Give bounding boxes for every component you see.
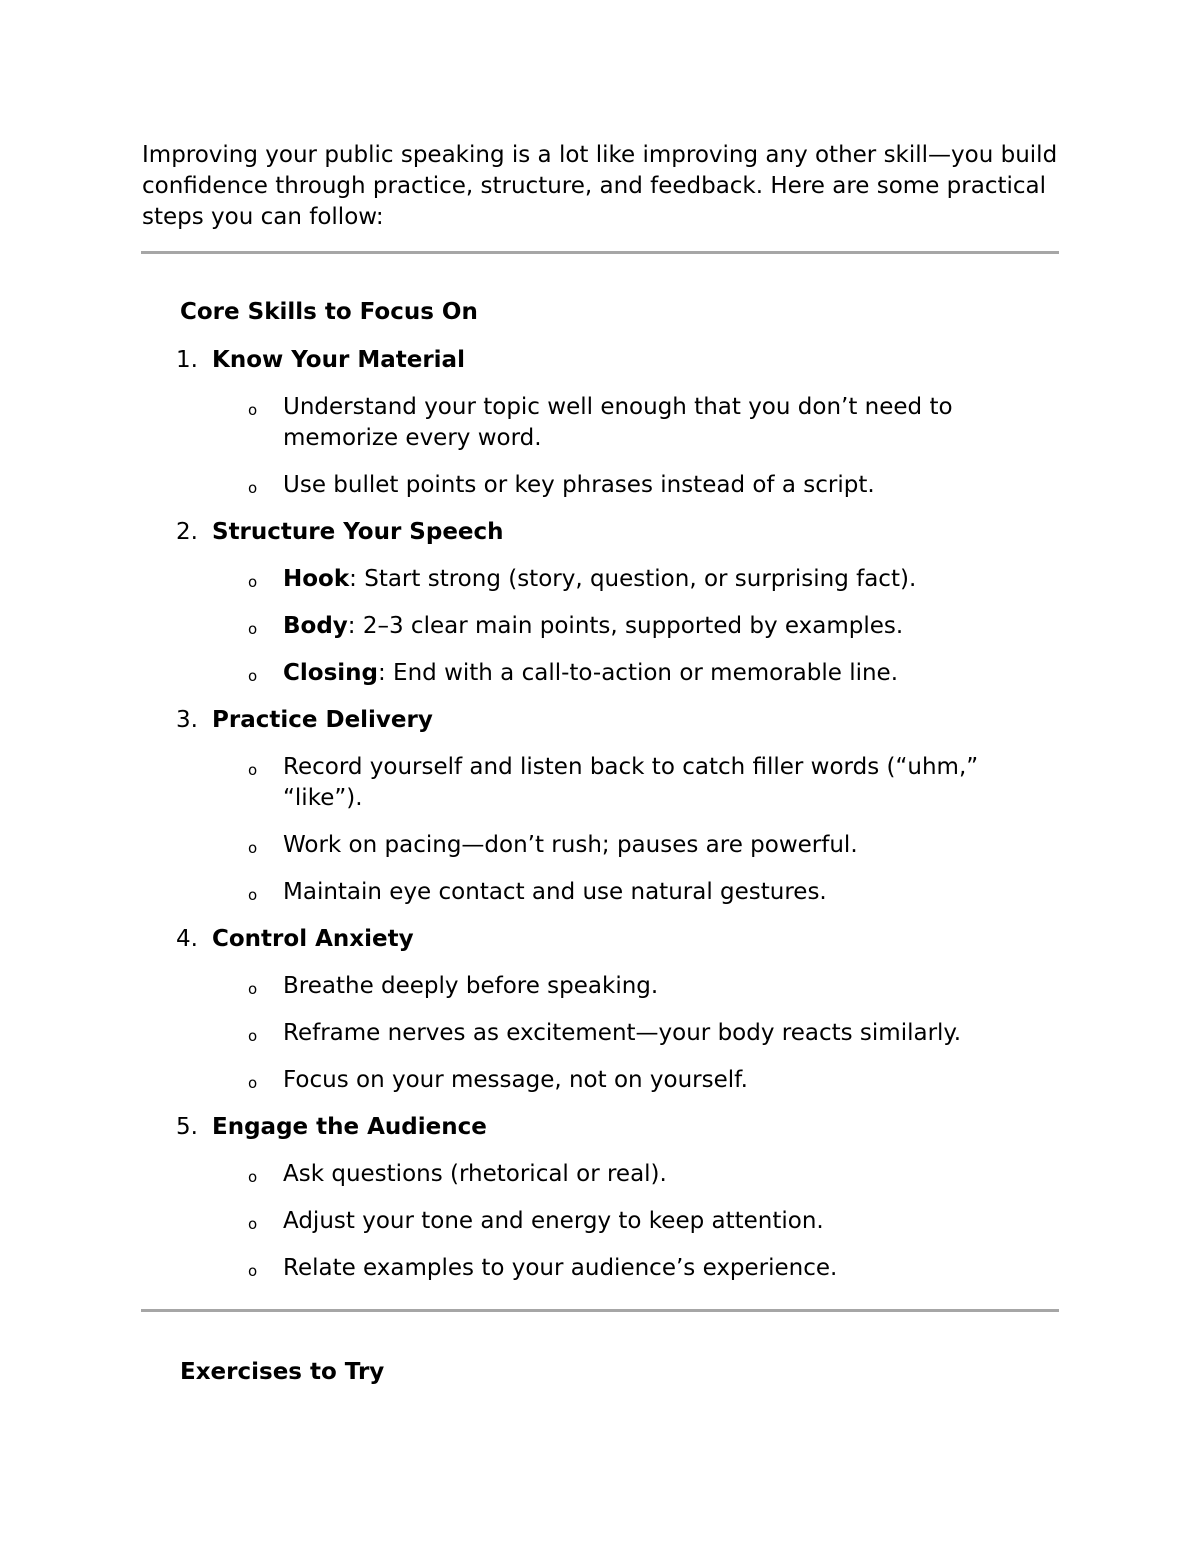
skill-points-list <box>212 971 1036 1096</box>
point-text: Reframe nerves as excitement—your body reacts similarly. <box>283 1020 962 1046</box>
list-item <box>212 1159 1013 1190</box>
skill-title: Control Anxiety <box>212 926 414 952</box>
point-lead-term: Closing <box>283 660 378 686</box>
skill-title: Practice Delivery <box>212 707 433 733</box>
intro-paragraph: Improving your public speaking is a lot like improving any other skill—you build confidence through practice, structure, and feedback. Here are some practical steps you can follow: <box>142 142 1058 230</box>
skill-title: Engage the Audience <box>212 1114 487 1140</box>
point-text: Relate examples to your audience’s experience. <box>283 1255 838 1281</box>
point-text: Understand your topic well enough that you don’t need to memorize every word. <box>283 394 953 451</box>
list-item <box>212 1253 1013 1284</box>
list-item <box>212 1018 1013 1049</box>
hollow-bullet-icon: o <box>248 839 258 857</box>
skill-item <box>176 517 1036 689</box>
hollow-bullet-icon: o <box>248 573 258 591</box>
skill-points-list <box>212 392 1036 501</box>
point-text: Record yourself and listen back to catch filler words (“uhm,” “like”). <box>283 754 979 811</box>
point-text: Use bullet points or key phrases instead of a script. <box>283 472 875 498</box>
skill-number: 1. <box>176 347 198 373</box>
point-text: : 2–3 clear main points, supported by examples. <box>347 613 904 639</box>
point-text: Maintain eye contact and use natural gestures. <box>283 879 827 905</box>
hollow-bullet-icon: o <box>248 479 258 497</box>
point-text: Focus on your message, not on yourself. <box>283 1067 748 1093</box>
skill-number: 5. <box>176 1114 198 1140</box>
skill-title: Know Your Material <box>212 347 465 373</box>
hollow-bullet-icon: o <box>248 401 258 419</box>
list-item <box>212 392 1013 454</box>
skill-number: 2. <box>176 519 198 545</box>
point-text: : End with a call-to-action or memorable line. <box>377 660 899 686</box>
skill-item <box>176 705 1036 908</box>
skill-title: Structure Your Speech <box>212 519 504 545</box>
hollow-bullet-icon: o <box>248 1027 258 1045</box>
point-text: Breathe deeply before speaking. <box>283 973 659 999</box>
skill-number: 3. <box>176 707 198 733</box>
point-text: Work on pacing—don’t rush; pauses are powerful. <box>283 832 858 858</box>
list-item <box>212 470 1013 501</box>
core-skills-list <box>176 345 1036 1300</box>
section-heading-exercises: Exercises to Try <box>180 1359 385 1385</box>
skill-points-list <box>212 1159 1036 1284</box>
point-lead-term: Body <box>283 613 348 639</box>
list-item <box>212 830 1013 861</box>
point-text: Ask questions (rhetorical or real). <box>283 1161 667 1187</box>
section-heading-core-skills: Core Skills to Focus On <box>180 299 478 325</box>
list-item <box>212 564 1013 595</box>
hollow-bullet-icon: o <box>248 980 258 998</box>
point-text: : Start strong (story, question, or surprising fact). <box>349 566 917 592</box>
skill-item <box>176 345 1036 501</box>
skill-points-list <box>212 752 1036 908</box>
hollow-bullet-icon: o <box>248 1168 258 1186</box>
hollow-bullet-icon: o <box>248 886 258 904</box>
skill-points-list <box>212 564 1036 689</box>
hollow-bullet-icon: o <box>248 667 258 685</box>
list-item <box>212 752 1013 814</box>
point-lead-term: Hook <box>283 566 350 592</box>
list-item <box>212 1065 1013 1096</box>
hollow-bullet-icon: o <box>248 1074 258 1092</box>
skill-number: 4. <box>176 926 198 952</box>
list-item <box>212 1206 1013 1237</box>
skill-item <box>176 1112 1036 1284</box>
hollow-bullet-icon: o <box>248 1215 258 1233</box>
point-text: Adjust your tone and energy to keep attention. <box>283 1208 824 1234</box>
hollow-bullet-icon: o <box>248 1262 258 1280</box>
skill-item <box>176 924 1036 1096</box>
list-item <box>212 877 1013 908</box>
horizontal-rule-bottom <box>141 1309 1059 1312</box>
horizontal-rule-top <box>141 251 1059 254</box>
list-item <box>212 611 1013 642</box>
list-item <box>212 658 1013 689</box>
hollow-bullet-icon: o <box>248 620 258 638</box>
list-item <box>212 971 1013 1002</box>
hollow-bullet-icon: o <box>248 761 258 779</box>
